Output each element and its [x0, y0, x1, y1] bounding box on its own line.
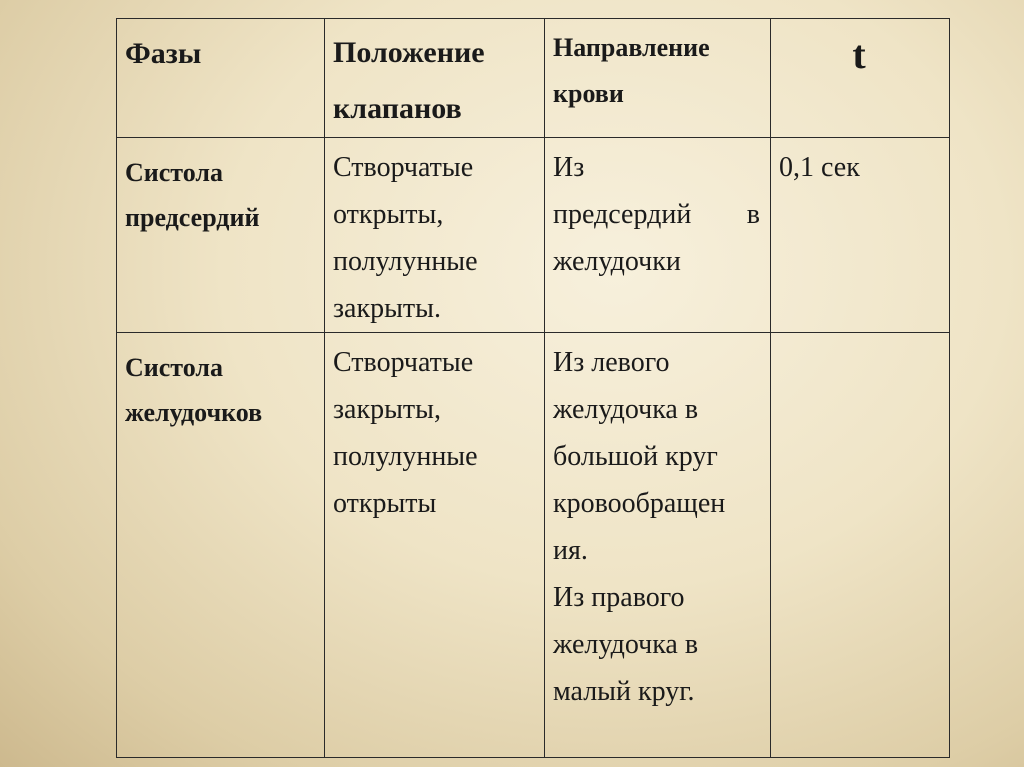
direction-atrial-systole — [545, 138, 770, 285]
header-cell-valve-position — [325, 19, 545, 138]
direction-line: кровообращен — [553, 488, 726, 519]
time-ventricular-systole — [771, 333, 949, 339]
time-atrial-systole: 0,1 сек — [779, 152, 860, 183]
header-blood-direction-line: Направление — [553, 33, 710, 62]
valves-line: Створчатые — [333, 347, 474, 378]
header-phases: Фазы — [125, 37, 202, 70]
direction-line: ия. — [553, 535, 588, 566]
valves-line: полулунные — [333, 246, 478, 277]
phase-ventricular-systole — [117, 333, 324, 435]
phase-line: предсердий — [125, 203, 260, 232]
phase-line: Систола — [125, 353, 223, 382]
header-blood-direction — [545, 19, 770, 117]
cell-direction — [545, 138, 771, 333]
valves-line: Створчатые — [333, 152, 474, 183]
cell-direction — [545, 333, 771, 758]
table-header-row — [117, 19, 950, 138]
direction-line: желудочка в — [553, 394, 699, 425]
header-cell-phases — [117, 19, 325, 138]
table-row — [117, 333, 950, 758]
phases-table — [116, 18, 950, 758]
header-time: t — [852, 32, 866, 77]
valves-line: полулунные — [333, 441, 478, 472]
direction-line: Из правого — [553, 582, 685, 613]
cell-time — [771, 333, 950, 758]
cell-time — [771, 138, 950, 333]
header-valve-position — [325, 19, 544, 137]
valves-atrial-systole — [325, 138, 544, 332]
valves-line: закрыты, — [333, 394, 441, 425]
cell-valves — [325, 138, 545, 333]
direction-line: Из левого — [553, 347, 670, 378]
header-valve-position-line: Положение — [333, 36, 485, 69]
phase-line: Систола — [125, 158, 223, 187]
direction-line: большой круг — [553, 441, 718, 472]
valves-line: открыты, — [333, 199, 444, 230]
header-blood-direction-line: крови — [553, 79, 624, 108]
cell-valves — [325, 333, 545, 758]
phase-line: желудочков — [125, 398, 263, 427]
direction-line: желудочки — [553, 246, 681, 277]
direction-line: Из — [553, 152, 585, 183]
phase-atrial-systole — [117, 138, 324, 240]
header-cell-time — [771, 19, 950, 138]
valves-ventricular-systole — [325, 333, 544, 527]
direction-ventricular-systole — [545, 333, 770, 715]
table-row — [117, 138, 950, 333]
valves-line: закрыты. — [333, 293, 441, 324]
direction-line: желудочка в — [553, 629, 699, 660]
cell-phase — [117, 138, 325, 333]
direction-line: малый круг. — [553, 676, 695, 707]
cell-phase — [117, 333, 325, 758]
valves-line: открыты — [333, 488, 437, 519]
direction-line: предсердий в — [553, 199, 760, 230]
header-cell-blood-direction — [545, 19, 771, 138]
header-valve-position-line: клапанов — [333, 92, 462, 125]
